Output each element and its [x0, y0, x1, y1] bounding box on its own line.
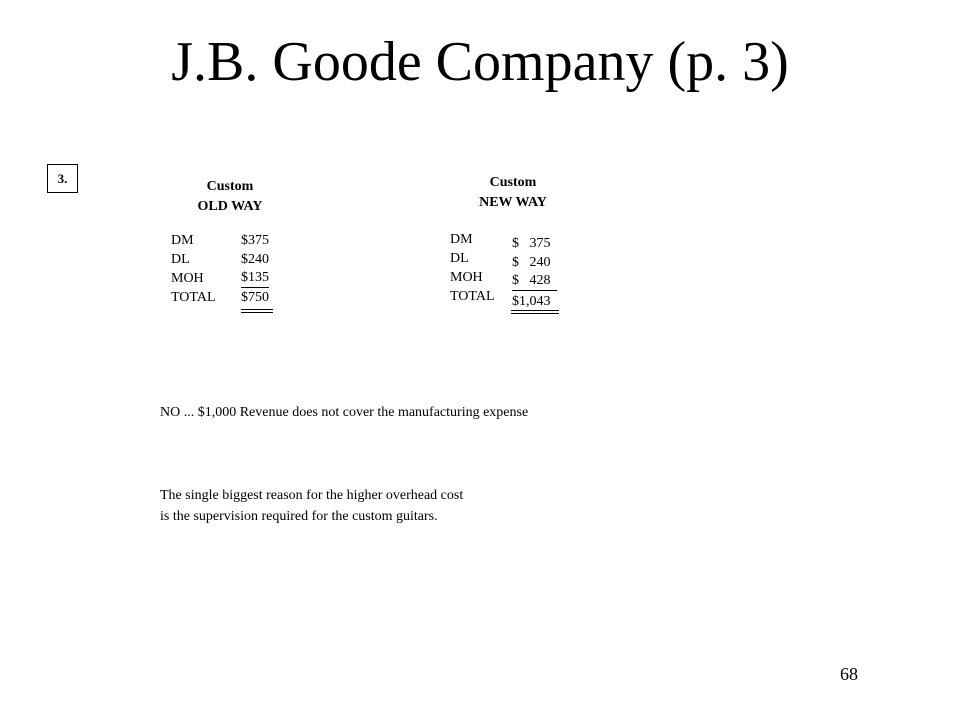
new-way-header-line1: Custom — [489, 175, 537, 190]
new-way-value-dl: $ 240 — [512, 255, 551, 270]
old-way-total-double-underline — [241, 309, 273, 313]
new-way-label-dm: DM — [450, 232, 473, 247]
old-way-label-moh: MOH — [171, 271, 204, 286]
old-way-header-line1: Custom — [206, 179, 254, 194]
old-way-value-dl: $240 — [241, 252, 269, 267]
new-way-label-dl: DL — [450, 251, 469, 266]
old-way-header-line2: OLD WAY — [197, 199, 263, 214]
old-way-label-dl: DL — [171, 252, 190, 267]
old-way-header — [180, 177, 280, 217]
old-way-value-moh: $135 — [241, 269, 269, 288]
page-number: 68 — [840, 664, 858, 684]
new-way-header — [463, 173, 563, 213]
old-way-label-dm: DM — [171, 233, 194, 248]
old-way-label-total: TOTAL — [171, 290, 216, 305]
old-way-value-dm: $375 — [241, 233, 269, 248]
new-way-value-dm: $ 375 — [512, 236, 551, 251]
question-number-badge: 3. — [47, 164, 78, 193]
new-way-value-total: $1,043 — [512, 294, 551, 309]
new-way-label-total: TOTAL — [450, 289, 495, 304]
conclusion-text: NO ... $1,000 Revenue does not cover the manufacturing expense — [160, 405, 529, 420]
new-way-label-moh: MOH — [450, 270, 483, 285]
old-way-value-total: $750 — [241, 290, 269, 305]
new-way-value-moh: $ 428 — [512, 272, 557, 291]
new-way-header-line2: NEW WAY — [479, 195, 547, 210]
reason-line-1: The single biggest reason for the higher overhead cost — [160, 488, 464, 503]
new-way-total-double-underline — [511, 310, 559, 314]
slide-title: J.B. Goode Company (p. 3) — [171, 31, 789, 93]
reason-line-2: is the supervision required for the custom guitars. — [160, 509, 438, 524]
